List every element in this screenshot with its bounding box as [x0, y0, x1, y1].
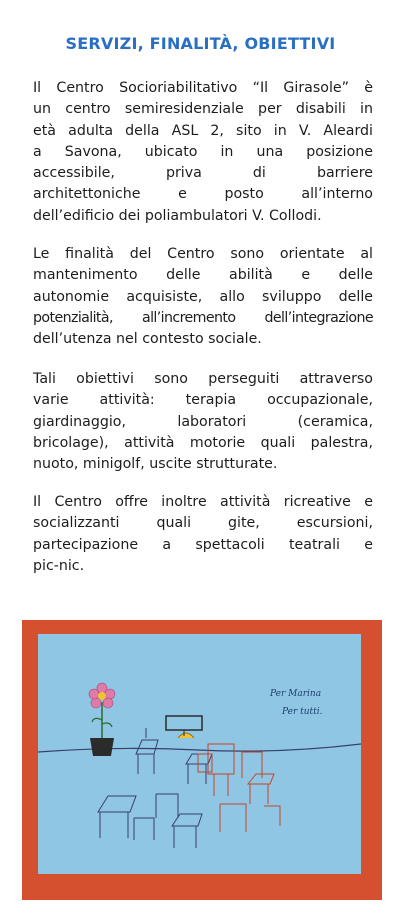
text-line: varie attività: terapia occupazionale,: [33, 392, 373, 409]
text-line: dell’utenza nel contesto sociale.: [33, 331, 262, 348]
text-line: dell’edificio dei poliambulatori V. Collodi.: [33, 207, 322, 224]
paragraph-activities: [33, 492, 373, 577]
horizon-line: [38, 744, 361, 752]
section-title: SERVIZI, FINALITÀ, OBIETTIVI: [65, 34, 336, 53]
text-line: giardinaggio, laboratori (ceramica,: [33, 413, 373, 430]
paragraph-intro: [33, 78, 373, 227]
text-line: architettoniche e posto all’interno: [33, 186, 373, 203]
text-line: un centro semiresidenziale per disabili in: [33, 101, 373, 118]
dedication-text: Per tutti.: [282, 707, 323, 717]
paragraph-objectives: [33, 369, 373, 475]
child-drawing: [38, 634, 361, 874]
flower-icon: [89, 683, 115, 756]
text-line: nuoto, minigolf, uscite strutturate.: [33, 456, 278, 473]
text-line: bricolage), attività motorie quali palestra,: [33, 434, 373, 451]
drawing-illustration: [38, 634, 361, 874]
drawing-frame: [22, 620, 382, 900]
text-line: partecipazione a spettacoli teatrali e: [33, 536, 373, 553]
text-line: autonomie acquisiste, allo sviluppo delle: [33, 288, 373, 305]
text-line: pic-nic.: [33, 557, 85, 574]
dedication-text: Per Marina: [270, 689, 322, 699]
text-line: potenzialità, all’incremento dell’integrazione: [33, 309, 373, 326]
board-sign: [166, 716, 202, 738]
paragraph-goals: [33, 244, 373, 350]
text-line: a Savona, ubicato in una posizione: [33, 143, 373, 160]
text-line: età adulta della ASL 2, sito in V. Aleardi: [33, 122, 373, 139]
text-line: Il Centro offre inoltre attività ricreative e: [33, 494, 373, 510]
text-line: accessibile, priva di barriere: [33, 165, 373, 182]
furniture-sketch: [98, 728, 212, 848]
text-line: Il Centro Socioriabilitativo “Il Girasole” è: [33, 80, 373, 96]
text-line: Tali obiettivi sono perseguiti attraverso: [33, 371, 373, 387]
text-line: socializzanti quali gite, escursioni,: [33, 515, 373, 532]
text-line: mantenimento delle abilità e delle: [33, 267, 373, 284]
text-line: Le finalità del Centro sono orientate al: [33, 246, 373, 262]
